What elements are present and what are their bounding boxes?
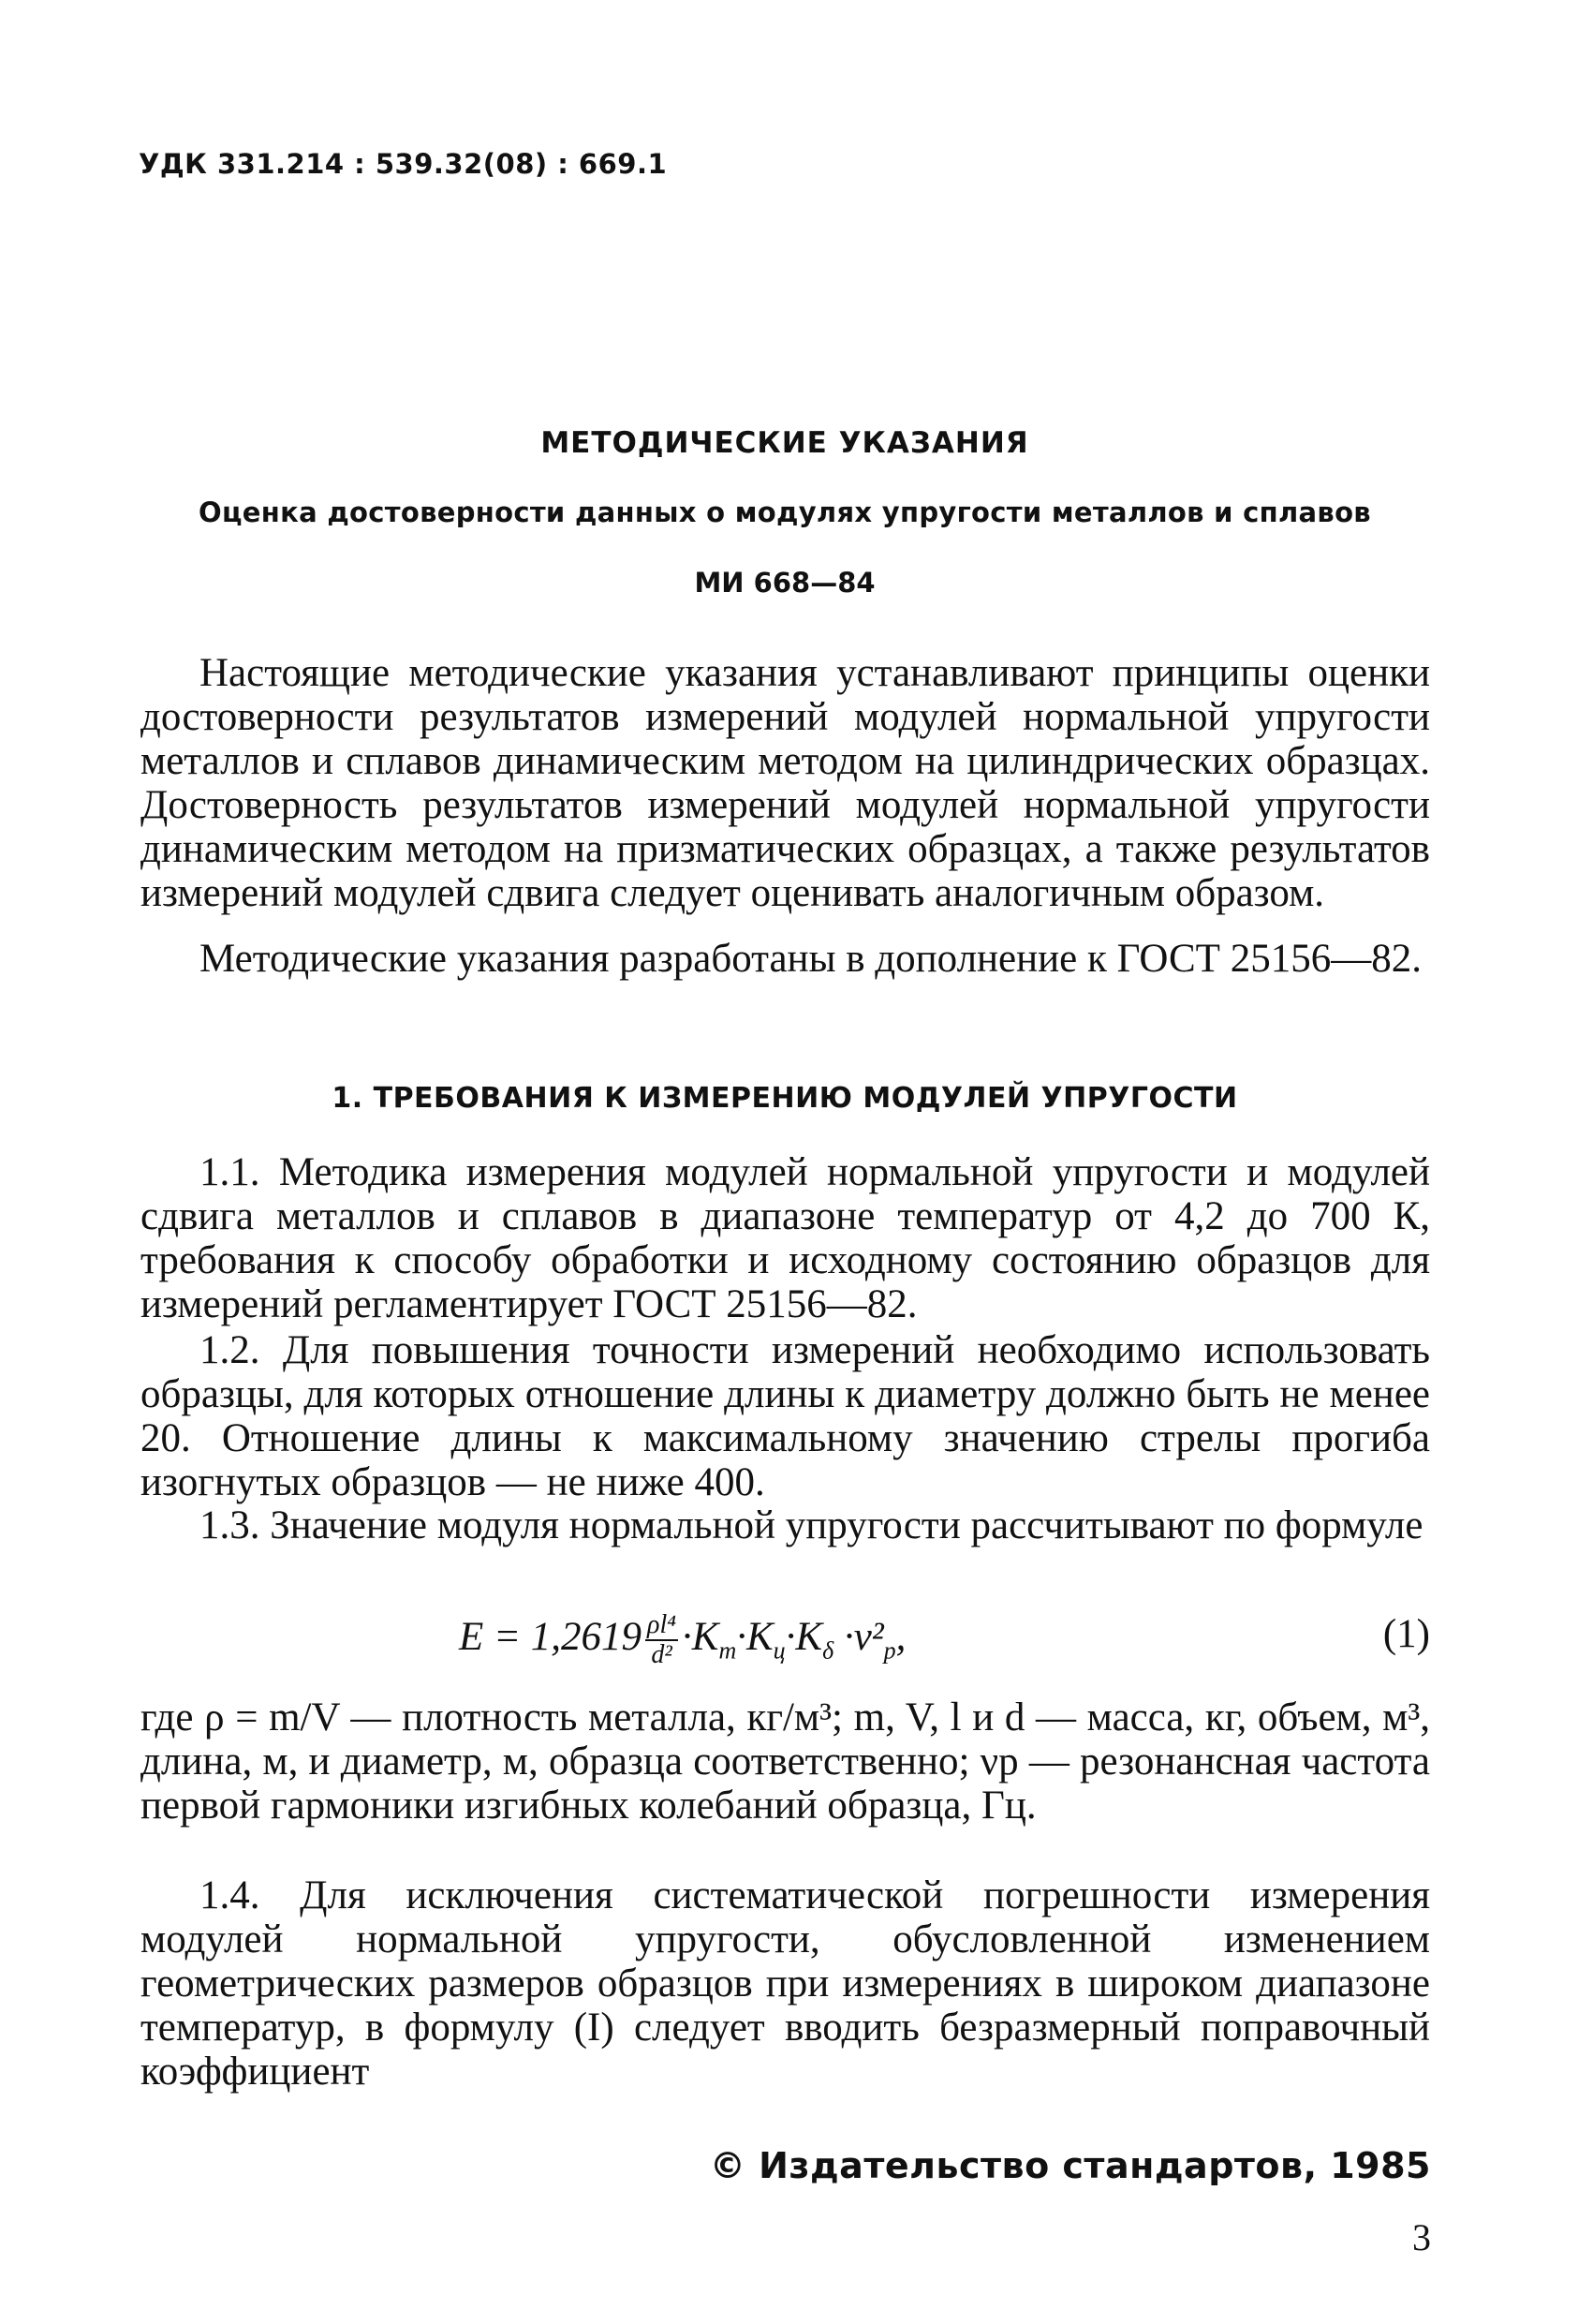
intro-paragraph-1: Настоящие методические указания устанавливают принципы оценки достоверности результатов измерений модулей нормальной упругости металлов и сплавов динамическим методом на цилиндрических образцах. Достоверность результатов измерений модулей нормальной упругости динамическим методом на призматических образцах, а также результатов измерений модулей сдвига следует оценивать аналогичным образом. bbox=[140, 651, 1430, 915]
document-code: МИ 668—84 bbox=[694, 567, 876, 599]
formula-denominator: d² bbox=[651, 1640, 672, 1669]
formula-number: (1) bbox=[1382, 1612, 1430, 1656]
formula-row bbox=[140, 1611, 1430, 1686]
page-number: 3 bbox=[1412, 2216, 1431, 2258]
clause-1-4: 1.4. Для исключения систематической погрешности измерения модулей нормальной упругости, обусловленной изменением геометрических размеров образцов при измерениях в широком диапазоне температур, в формулу (I) следует вводить безразмерный поправочный коэффициент bbox=[140, 1873, 1430, 2094]
formula-1 bbox=[459, 1611, 906, 1669]
clause-1-2: 1.2. Для повышения точности измерений необходимо использовать образцы, для которых отношение длины к диаметру должно быть не менее 20. Отношение длины к максимальному значению стрелы прогиба изогнутых образцов — не ниже 400. bbox=[140, 1328, 1430, 1504]
intro-paragraph-2: Методические указания разработаны в дополнение к ГОСТ 25156—82. bbox=[199, 937, 1422, 981]
udk-code: УДК 331.214 : 539.32(08) : 669.1 bbox=[139, 148, 668, 180]
formula-lhs: E = 1,2619 bbox=[459, 1614, 642, 1659]
formula-explanation: где ρ = m/V — плотность металла, кг/м³; m, V, l и d — масса, кг, объем, м³, длина, м, и диаметр, м, образца соответственно; νр — резонансная частота первой гармоники изгибных колебаний образца, Гц. bbox=[140, 1695, 1430, 1828]
copyright-notice: © Издательство стандартов, 1985 bbox=[709, 2145, 1431, 2186]
document-title: МЕТОДИЧЕСКИЕ УКАЗАНИЯ bbox=[540, 426, 1029, 460]
formula-rhs: $\cdot K_т\cdot K_ц\cdot K_\delta \cdot\nu^2_р$, bbox=[682, 1614, 907, 1665]
clause-1-1: 1.1. Методика измерения модулей нормальной упругости и модулей сдвига металлов и сплавов в диапазоне температур от 4,2 до 700 К, требования к способу обработки и исходному состоянию образцов для измерений регламентирует ГОСТ 25156—82. bbox=[140, 1150, 1430, 1326]
formula-fraction bbox=[645, 1611, 678, 1669]
section-heading: 1. ТРЕБОВАНИЯ К ИЗМЕРЕНИЮ МОДУЛЕЙ УПРУГОСТИ bbox=[332, 1082, 1238, 1115]
formula-numerator: ρl⁴ bbox=[647, 1610, 676, 1639]
clause-1-3: 1.3. Значение модуля нормальной упругости рассчитывают по формуле bbox=[199, 1503, 1423, 1547]
document-subtitle: Оценка достоверности данных о модулях упругости металлов и сплавов bbox=[199, 496, 1371, 528]
